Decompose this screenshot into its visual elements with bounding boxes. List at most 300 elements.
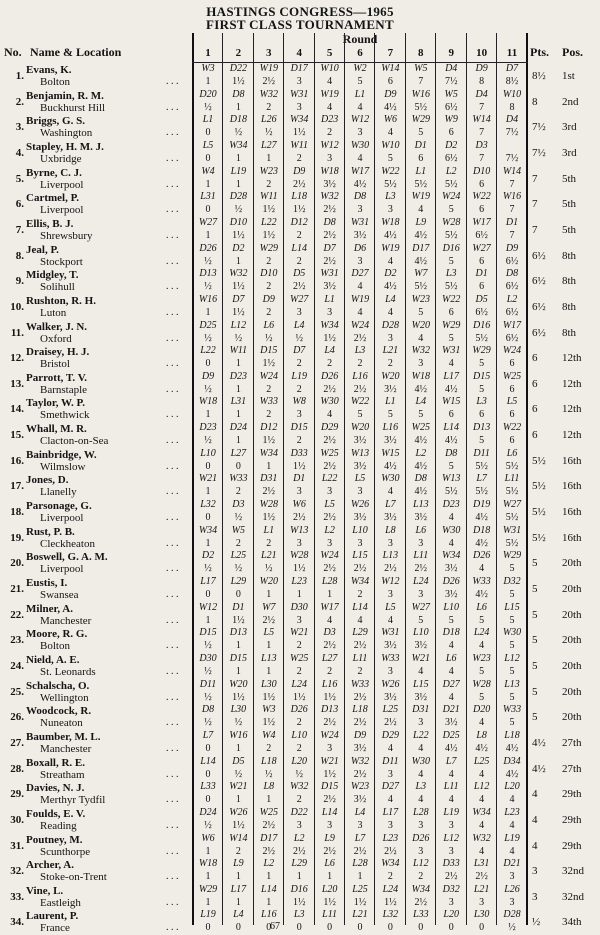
- game-result: L21: [382, 345, 399, 357]
- running-score: 0: [327, 922, 333, 934]
- running-score: 4: [357, 101, 363, 113]
- player-number: 31.: [10, 839, 24, 852]
- running-score: 2½: [444, 871, 458, 883]
- game-result: D13: [199, 268, 217, 280]
- game-result: W33: [381, 652, 400, 664]
- player-location: Buckhurst Hill: [40, 101, 106, 114]
- running-score: 4½: [444, 435, 458, 447]
- game-result: W32: [472, 832, 491, 844]
- leader-dots: . . .: [166, 255, 179, 267]
- game-result: L3: [354, 345, 366, 357]
- running-score: 5½: [414, 178, 428, 190]
- running-score: 2½: [262, 486, 276, 498]
- running-score: 3: [357, 255, 363, 267]
- game-result: W34: [229, 139, 248, 151]
- running-score: 1½: [323, 691, 336, 703]
- game-result: L12: [504, 652, 520, 664]
- game-result: L25: [382, 704, 399, 716]
- game-result: L29: [291, 858, 307, 870]
- player-row: [0, 140, 600, 166]
- leader-dots: . . .: [166, 537, 179, 549]
- player-number: 28.: [10, 762, 24, 775]
- running-score: 3: [296, 614, 302, 626]
- running-score: 4½: [384, 101, 397, 113]
- game-result: D18: [442, 627, 460, 639]
- game-result: D6: [353, 242, 367, 254]
- running-score: 3: [296, 101, 302, 113]
- game-result: L16: [321, 678, 338, 690]
- game-result: D31: [260, 473, 278, 485]
- game-result: W17: [320, 601, 339, 613]
- game-result: L19: [443, 806, 459, 818]
- running-score: 6½: [505, 332, 519, 344]
- running-score: 2: [296, 435, 302, 447]
- running-score: 3½: [384, 383, 397, 395]
- running-score: 4: [479, 819, 485, 831]
- running-score: 2: [327, 665, 333, 677]
- game-result: L23: [291, 576, 307, 587]
- running-score: 4: [327, 76, 333, 87]
- leader-dots: . . .: [166, 717, 179, 729]
- running-score: 2½: [292, 178, 306, 190]
- running-score: 1: [205, 537, 211, 549]
- game-result: L18: [261, 755, 277, 767]
- running-score: 4: [327, 101, 333, 113]
- running-score: ½: [265, 768, 273, 780]
- player-name: Archer, A.: [26, 859, 74, 872]
- running-score: 3: [418, 358, 424, 370]
- running-score: 2: [266, 255, 272, 267]
- running-score: 2: [327, 358, 333, 370]
- header-no: No.: [4, 45, 22, 59]
- running-score: 3: [387, 665, 393, 677]
- running-score: 2: [296, 742, 302, 754]
- game-result: D23: [229, 370, 247, 382]
- running-score: 4: [448, 537, 454, 549]
- running-score: 1: [205, 409, 211, 421]
- game-result: W30: [381, 473, 400, 485]
- game-result: W34: [259, 447, 278, 459]
- final-position: 32nd: [562, 865, 584, 878]
- header-round: Round: [342, 32, 378, 46]
- running-score: 4½: [414, 255, 428, 267]
- game-result: W32: [259, 88, 278, 100]
- running-score: 2½: [384, 563, 397, 575]
- player-location: Cleckheaton: [40, 537, 95, 550]
- player-name: Boswell, G. A. M.: [26, 551, 108, 564]
- player-number: 12.: [10, 352, 24, 365]
- game-result: D8: [201, 704, 215, 716]
- running-score: 4: [387, 255, 393, 267]
- game-result: L4: [354, 806, 366, 818]
- game-result: W33: [472, 576, 491, 587]
- game-result: W29: [259, 242, 278, 254]
- running-score: 5: [479, 435, 485, 447]
- running-score: 5: [479, 614, 485, 626]
- player-row: [0, 89, 600, 115]
- game-result: W30: [320, 396, 339, 408]
- game-result: D26: [472, 550, 491, 562]
- running-score: 2: [296, 383, 302, 395]
- running-score: 7: [418, 76, 424, 87]
- round-number: 8: [418, 47, 424, 59]
- player-row: [0, 602, 600, 628]
- round-number: 6: [357, 47, 363, 59]
- round-number: 2: [235, 47, 242, 59]
- running-score: 2: [387, 358, 393, 370]
- game-result: L5: [263, 627, 275, 639]
- running-score: 6: [448, 127, 454, 139]
- game-result: W32: [320, 191, 339, 203]
- game-result: L14: [200, 755, 216, 767]
- running-score: 7: [509, 229, 515, 241]
- player-name: Foulds, E. V.: [26, 807, 86, 820]
- player-row: [0, 525, 600, 551]
- running-score: 4: [418, 742, 424, 754]
- game-result: W16: [198, 293, 218, 305]
- running-score: 3: [448, 819, 454, 831]
- player-name: Draisey, H. J.: [26, 346, 90, 359]
- game-result: D8: [232, 88, 245, 100]
- game-result: W10: [320, 63, 339, 74]
- game-result: W29: [472, 345, 491, 357]
- running-score: 0: [205, 922, 211, 934]
- running-score: 2½: [353, 332, 367, 344]
- final-position: 29th: [562, 839, 582, 852]
- game-result: L16: [352, 370, 368, 382]
- game-result: L13: [413, 499, 429, 511]
- game-result: L23: [382, 832, 399, 844]
- game-result: D28: [229, 191, 247, 203]
- running-score: 2½: [353, 640, 367, 652]
- game-result: L2: [324, 524, 335, 536]
- game-result: D27: [442, 678, 460, 690]
- game-result: W34: [411, 883, 430, 895]
- running-score: 3½: [353, 229, 367, 241]
- running-score: ½: [295, 768, 303, 780]
- player-row: [0, 371, 600, 397]
- game-result: D12: [290, 216, 308, 228]
- game-result: W16: [411, 88, 430, 100]
- game-result: L13: [504, 678, 520, 690]
- running-score: 5: [418, 614, 424, 626]
- game-result: L33: [200, 781, 216, 793]
- game-result: L14: [443, 422, 459, 434]
- game-result: L13: [261, 652, 277, 664]
- game-result: W23: [472, 652, 491, 664]
- player-location: Swansea: [40, 589, 79, 601]
- running-score: 0: [235, 589, 241, 600]
- player-name: Midgley, T.: [26, 269, 79, 282]
- running-score: 6: [387, 76, 393, 87]
- game-result: D1: [475, 268, 488, 280]
- game-result: L24: [473, 627, 490, 639]
- final-position: 16th: [562, 506, 582, 519]
- game-result: L6: [263, 319, 275, 331]
- game-result: L7: [476, 473, 487, 485]
- game-result: W31: [290, 88, 309, 100]
- player-location: Barnstaple: [40, 383, 88, 396]
- running-score: 1½: [232, 281, 245, 293]
- running-score: 3: [387, 204, 393, 216]
- running-score: 4½: [414, 229, 428, 241]
- round-number: 10: [476, 47, 488, 59]
- running-score: 1: [235, 896, 241, 908]
- game-result: W30: [442, 524, 461, 536]
- running-score: 1½: [262, 717, 276, 729]
- player-name: Boxall, R. E.: [26, 756, 85, 769]
- game-result: L4: [233, 909, 244, 921]
- game-result: L30: [473, 909, 490, 921]
- game-result: L17: [200, 576, 216, 587]
- total-points: 8: [532, 95, 538, 108]
- leader-dots: . . .: [166, 819, 179, 831]
- player-location: Streatham: [40, 768, 85, 781]
- player-location: Llanelly: [40, 486, 77, 499]
- running-score: 1: [235, 435, 241, 447]
- game-result: W27: [411, 601, 430, 613]
- running-score: 2: [296, 152, 302, 164]
- running-score: 1: [205, 486, 211, 498]
- game-result: W19: [259, 63, 278, 74]
- running-score: 1: [205, 845, 211, 857]
- game-result: W34: [381, 858, 400, 870]
- game-result: D2: [445, 139, 458, 151]
- game-result: W32: [229, 268, 248, 280]
- player-row: [0, 704, 600, 730]
- game-result: L27: [261, 139, 277, 151]
- game-result: W31: [502, 524, 522, 536]
- running-score: 1½: [232, 306, 245, 318]
- running-score: 2½: [384, 717, 397, 729]
- game-result: L4: [293, 319, 305, 331]
- running-score: 2: [296, 665, 302, 677]
- leader-dots: . . .: [166, 178, 179, 190]
- running-score: 5½: [444, 486, 458, 498]
- leader-dots: . . .: [166, 845, 179, 857]
- game-result: D16: [290, 883, 308, 895]
- leader-dots: . . .: [166, 460, 179, 472]
- game-result: D25: [442, 729, 460, 741]
- round-number: 5: [326, 47, 333, 59]
- final-position: 16th: [562, 531, 582, 544]
- running-score: 2½: [292, 281, 306, 293]
- running-score: 1½: [232, 614, 245, 626]
- game-result: L3: [445, 268, 457, 280]
- game-result: W19: [381, 242, 400, 254]
- game-result: D15: [290, 422, 308, 434]
- player-number: 25.: [10, 685, 24, 698]
- game-result: W22: [472, 191, 491, 203]
- game-result: L33: [413, 909, 429, 921]
- running-score: 3½: [444, 717, 458, 729]
- final-position: 20th: [562, 711, 582, 724]
- leader-dots: . . .: [166, 691, 179, 703]
- running-score: 3: [387, 589, 393, 600]
- running-score: 1½: [292, 691, 306, 703]
- total-points: 6: [532, 352, 538, 365]
- running-score: 4: [448, 512, 454, 524]
- game-result: D15: [320, 781, 339, 793]
- game-result: L7: [385, 499, 396, 511]
- game-result: L17: [382, 806, 399, 818]
- running-score: 4½: [414, 383, 428, 395]
- running-score: 1: [235, 152, 241, 164]
- running-score: 5: [509, 640, 515, 652]
- running-score: 6: [448, 306, 454, 318]
- game-result: D18: [229, 114, 247, 126]
- running-score: 3: [509, 896, 515, 908]
- game-result: D26: [442, 576, 460, 587]
- game-result: L9: [324, 832, 335, 844]
- running-score: 2: [296, 358, 302, 370]
- game-result: W4: [262, 729, 276, 741]
- running-score: 3½: [323, 178, 336, 190]
- player-location: St. Leonards: [40, 665, 96, 678]
- game-result: W22: [442, 293, 461, 305]
- game-result: W3: [262, 704, 276, 716]
- game-result: D16: [442, 242, 460, 254]
- game-result: D2: [232, 242, 245, 254]
- game-result: W31: [381, 627, 400, 639]
- game-result: L10: [200, 447, 216, 459]
- running-score: 7½: [505, 152, 519, 164]
- running-score: 1½: [232, 819, 245, 831]
- running-score: 1: [266, 896, 272, 908]
- running-score: 2: [266, 742, 272, 754]
- running-score: 2: [296, 255, 302, 267]
- running-score: 4: [418, 204, 424, 216]
- player-name: Cartmel, P.: [26, 192, 80, 205]
- running-score: 2: [357, 665, 363, 677]
- running-score: 1½: [232, 76, 245, 87]
- game-result: L11: [504, 473, 520, 485]
- player-row: [0, 63, 600, 89]
- game-result: D26: [412, 832, 430, 844]
- game-result: L20: [443, 909, 459, 921]
- game-result: W31: [350, 216, 370, 228]
- leader-dots: . . .: [166, 512, 179, 524]
- running-score: 3: [357, 127, 363, 139]
- running-score: 0: [205, 358, 211, 370]
- game-result: W26: [229, 806, 248, 818]
- running-score: 8: [479, 76, 485, 87]
- player-row: [0, 473, 600, 499]
- running-score: 1: [235, 742, 241, 754]
- game-result: L3: [476, 396, 487, 408]
- game-result: L18: [352, 704, 368, 716]
- running-score: 3: [448, 845, 454, 857]
- running-score: 0: [205, 794, 211, 806]
- running-score: 5½: [414, 281, 428, 293]
- running-score: 1½: [232, 229, 245, 241]
- running-score: 1: [327, 589, 333, 600]
- game-result: W25: [320, 447, 339, 459]
- player-row: [0, 550, 600, 576]
- running-score: 5: [509, 665, 515, 677]
- player-location: Nuneaton: [40, 717, 83, 730]
- player-location: Luton: [40, 306, 67, 319]
- game-result: D15: [199, 627, 217, 639]
- game-result: W13: [442, 473, 461, 485]
- game-result: D8: [353, 191, 367, 203]
- game-result: W18: [411, 370, 430, 382]
- running-score: ½: [204, 383, 212, 395]
- game-result: D9: [505, 242, 519, 254]
- running-score: 1: [266, 589, 272, 600]
- game-result: W20: [381, 370, 400, 382]
- player-location: France: [40, 922, 70, 935]
- game-result: L5: [385, 601, 396, 613]
- game-result: L12: [443, 832, 459, 844]
- running-score: 3½: [414, 512, 428, 524]
- game-result: W26: [381, 678, 400, 690]
- player-row: [0, 576, 600, 602]
- player-name: Moore, R. G.: [26, 628, 88, 641]
- leader-dots: . . .: [166, 896, 179, 908]
- game-result: W29: [411, 114, 430, 126]
- total-points: 7: [532, 172, 538, 185]
- running-score: 1: [235, 871, 241, 883]
- running-score: 4: [327, 409, 333, 421]
- running-score: ½: [204, 435, 212, 447]
- game-result: L3: [415, 781, 427, 793]
- running-score: 4: [448, 358, 454, 370]
- game-result: W27: [502, 499, 522, 511]
- game-result: L28: [413, 806, 429, 818]
- game-result: L30: [261, 678, 277, 690]
- game-result: W30: [502, 627, 522, 639]
- player-number: 8.: [15, 249, 24, 262]
- running-score: 2½: [353, 563, 367, 575]
- running-score: 3: [296, 409, 302, 421]
- game-result: D3: [323, 627, 336, 639]
- game-result: W16: [502, 191, 522, 203]
- game-result: D7: [505, 63, 519, 74]
- running-score: 5½: [505, 537, 519, 549]
- running-score: 3: [418, 819, 424, 831]
- game-result: W12: [320, 139, 339, 151]
- running-score: 3½: [444, 589, 458, 600]
- running-score: 3½: [353, 794, 367, 806]
- leader-dots: . . .: [166, 922, 179, 934]
- game-result: L19: [200, 909, 216, 921]
- total-points: 6½: [532, 326, 546, 339]
- running-score: 3: [357, 819, 363, 831]
- running-score: 2½: [262, 614, 276, 626]
- running-score: 1: [357, 871, 363, 883]
- player-number: 34.: [10, 916, 24, 929]
- running-score: 3: [357, 537, 363, 549]
- running-score: 0: [266, 922, 272, 934]
- running-score: 4: [418, 332, 424, 344]
- running-score: 2: [235, 486, 241, 498]
- running-score: 0: [387, 922, 393, 934]
- running-score: 6: [448, 409, 454, 421]
- game-result: L3: [293, 909, 305, 921]
- game-result: L14: [352, 601, 368, 613]
- running-score: 5: [418, 409, 424, 421]
- game-result: W9: [444, 114, 458, 126]
- game-result: L29: [230, 576, 247, 587]
- running-score: 6½: [475, 229, 488, 241]
- game-result: W28: [472, 678, 491, 690]
- game-result: D9: [293, 165, 306, 177]
- running-score: 7: [479, 127, 485, 139]
- final-position: 27th: [562, 762, 582, 775]
- running-score: 4: [479, 640, 485, 652]
- player-name: Benjamin, R. M.: [26, 89, 104, 102]
